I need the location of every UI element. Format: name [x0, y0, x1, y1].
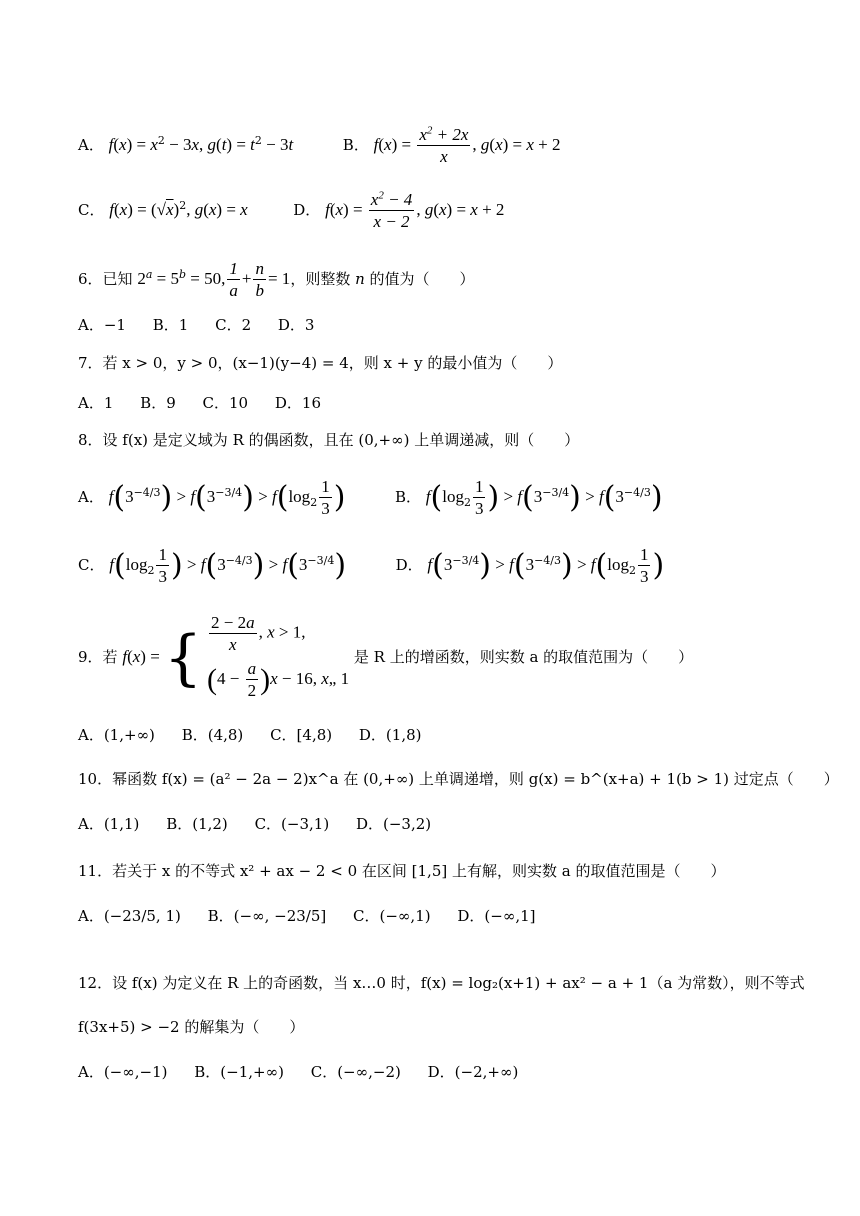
q7-options	[78, 396, 321, 411]
q7-option-a: A．1	[78, 394, 114, 412]
q10-option-c: C．(−3,1)	[254, 815, 330, 833]
q12-option-a: A．(−∞,−1)	[78, 1063, 168, 1081]
q6-option-c: C．2	[215, 316, 252, 334]
q6-options	[78, 318, 314, 333]
q8-option-a: A． $f(3^{-4/3}) > f(3^{-3/4}) > f(\log_2$ $\frac{1}{3}$ )	[78, 477, 346, 519]
q6-option-d: D．3	[277, 316, 315, 334]
q8-option-b: B． $f(\log_2$ $\frac{1}{3}$ ) > $f(3^{-3/4}) > f(3^{-4/3})$	[394, 477, 663, 519]
q12-stem-line1: 12．设 f(x) 为定义在 R 上的奇函数，当 x…0 时，f(x) = log₂(x+1) + ax² − a + 1（a 为常数），则不等式	[78, 974, 805, 992]
q12-option-c: C．(−∞,−2)	[310, 1063, 401, 1081]
q7-option-d: D．16	[274, 394, 322, 412]
q10-option-b: B．(1,2)	[166, 815, 228, 833]
q12-option-d: D．(−2,+∞)	[427, 1063, 519, 1081]
q11-option-c: C．(−∞,1)	[353, 907, 431, 925]
q11-stem: 11．若关于 x 的不等式 x² + ax − 2 < 0 在区间 [1,5] 上有解，则实数 a 的取值范围是（ ）	[78, 862, 726, 880]
q9-options	[78, 728, 422, 743]
q5-option-d: D． f(x) = $\frac{x^2 - 4}{x - 2}$ , g(x) = x + 2	[293, 189, 505, 232]
q5-options-ab	[78, 124, 561, 168]
q8-options-ab	[78, 476, 663, 520]
q10-option-a: A．(1,1)	[78, 815, 140, 833]
q12-options	[78, 1065, 518, 1080]
q12-stem-line2: f(3x+5) > −2 的解集为（ ）	[78, 1018, 305, 1036]
q8-option-c: C． $f(\log_2$ $\frac{1}{3}$ ) > $f(3^{-4/3}) > f(3^{-3/4})$	[78, 545, 347, 587]
q9-option-d: D．(1,8)	[358, 726, 422, 744]
q11-options	[78, 909, 535, 924]
q8-stem: 8．设 f(x) 是定义域为 R 的偶函数，且在 (0,+∞) 上单调递减，则（ ）	[78, 431, 580, 449]
q10-options	[78, 817, 431, 832]
q9-stem: 9．若 f(x) = { $\frac{2 - 2a}{x}$ , x > 1, (4 − $\frac{a}{2}$ )x − 16, x„ 1 是 R 上的增函数，则实数 a 的取值范围为（ ）	[78, 613, 694, 700]
q8-options-cd	[78, 544, 664, 588]
q9-option-a: A．(1,+∞)	[78, 726, 155, 744]
q10-stem: 10．幂函数 f(x) = (a² − 2a − 2)x^a 在 (0,+∞) 上单调递增，则 g(x) = b^(x+a) + 1(b > 1) 过定点（ ）	[78, 770, 839, 788]
q6-option-a: A．−1	[78, 316, 126, 334]
q12-option-b: B．(−1,+∞)	[194, 1063, 284, 1081]
q11-option-a: A．(−23/5, 1)	[78, 907, 181, 925]
q7-option-c: C．10	[202, 394, 249, 412]
q6-option-b: B．1	[152, 316, 189, 334]
q6-stem: 6．已知 $2^a = 5^b = 50$, $\frac{1}{a}$ + $\frac{n}{b}$ = 1，则整数 n 的值为（ ）	[78, 259, 475, 301]
q9-option-c: C．[4,8)	[270, 726, 333, 744]
q10-option-d: D．(−3,2)	[355, 815, 432, 833]
q11-option-d: D．(−∞,1]	[457, 907, 536, 925]
q11-option-b: B．(−∞, −23/5]	[207, 907, 327, 925]
q5-option-c: C． $f(x) = (√x)^2$, g(x) = x	[78, 198, 248, 219]
q5-options-cd	[78, 189, 504, 233]
q9-option-b: B．(4,8)	[181, 726, 244, 744]
q8-option-d: D． $f(3^{-3/4}) > f(3^{-4/3}) > f(\log_2$ $\frac{1}{3}$ )	[395, 545, 665, 587]
q5-option-b: B． f(x) = $\frac{x^2 + 2x}{x}$ , g(x) = x + 2	[342, 124, 561, 167]
q5-option-a: A． $f(x) = x^2 - 3x$, $g(t) = t^2 - 3t$	[78, 133, 294, 154]
q7-stem: 7．若 x > 0，y > 0，(x−1)(y−4) = 4，则 x + y 的最小值为（ ）	[78, 354, 563, 372]
q7-option-b: B．9	[140, 394, 176, 412]
